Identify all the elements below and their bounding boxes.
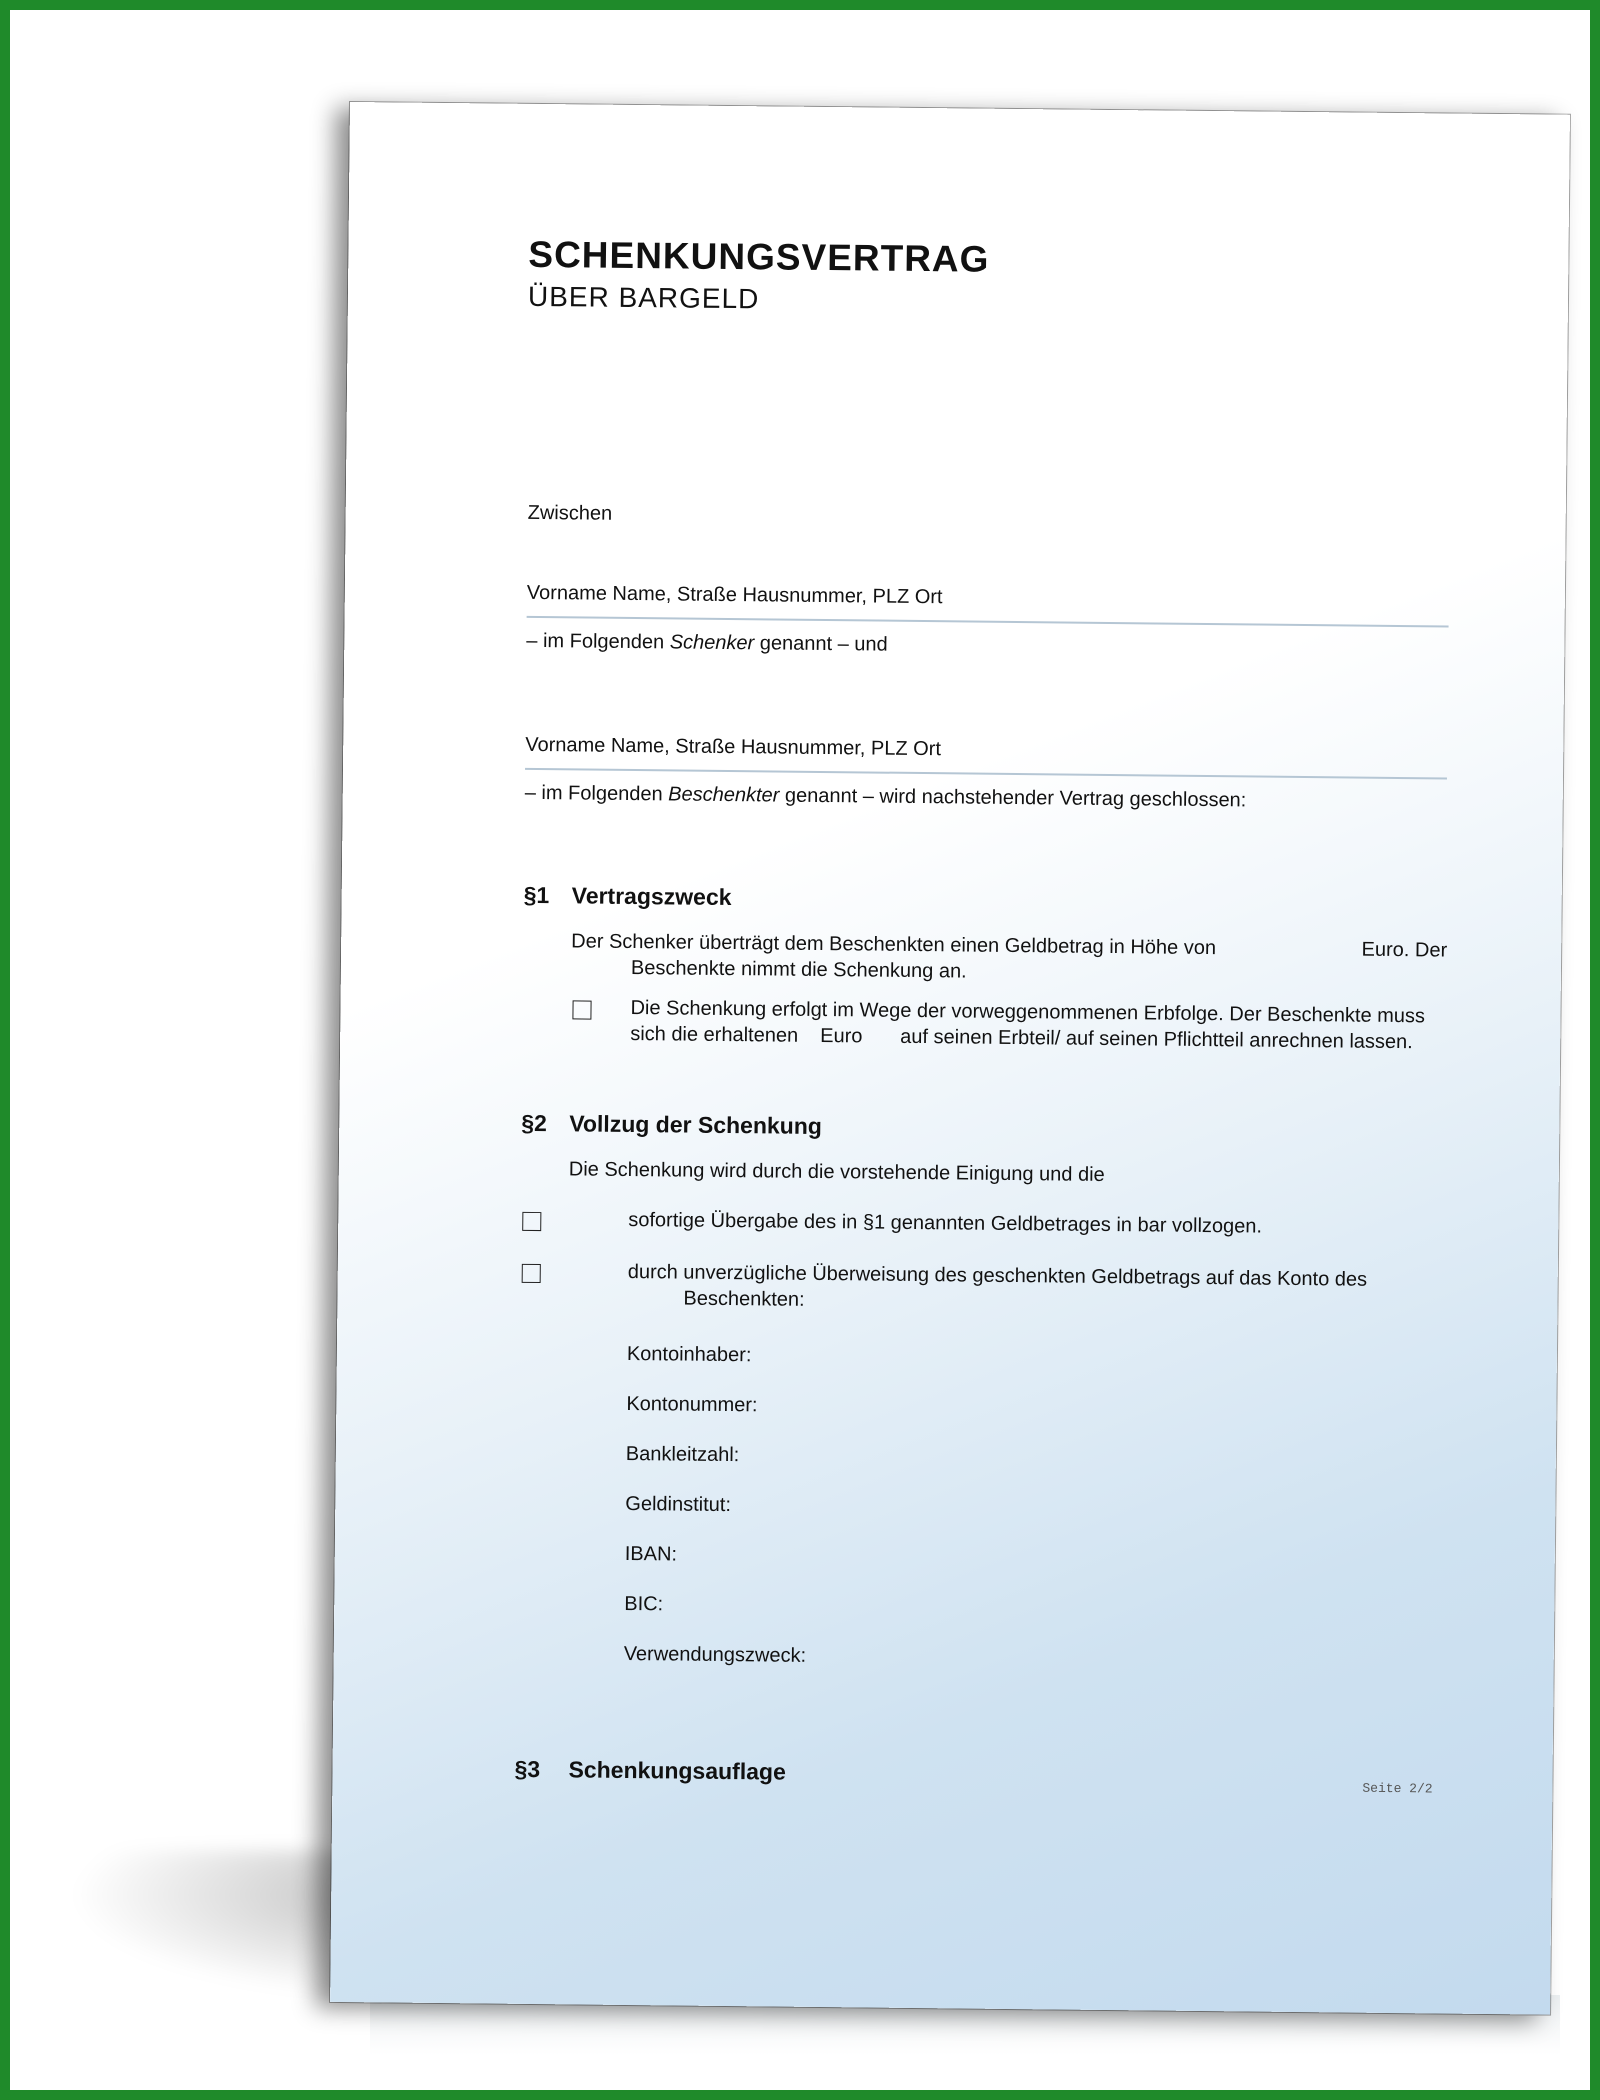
party1-role-name: Schenker — [669, 631, 755, 655]
field-kontoinhaber: Kontoinhaber: — [626, 1342, 752, 1367]
section1-option-line2-c: auf seinen Erbteil/ auf seinen Pflichtteil anrechnen lassen. — [900, 1025, 1413, 1054]
party1-address: Vorname Name, Straße Hausnummer, PLZ Ort — [526, 581, 943, 609]
party1-role-prefix: – im Folgenden — [526, 629, 670, 654]
party1-rule — [527, 616, 1449, 628]
field-verwendungszweck: Verwendungszweck: — [623, 1642, 807, 1667]
section1-amount-text: Der Schenker überträgt dem Beschenkten einen Geldbetrag in Höhe von — [571, 930, 1217, 960]
document-title: SCHENKUNGSVERTRAG — [528, 233, 990, 280]
document-preview — [350, 102, 1570, 2002]
party2-role-suffix: genannt – wird nachstehender Vertrag geschlossen: — [779, 784, 1247, 812]
party2-role — [525, 782, 1247, 813]
page-indicator: Seite 2/2 — [1362, 1780, 1433, 1797]
party1-role-suffix: genannt – und — [754, 632, 888, 656]
section3-number: §3 — [514, 1755, 541, 1783]
intro-text: Zwischen — [527, 501, 613, 525]
field-iban: IBAN: — [624, 1542, 678, 1566]
party2-role-prefix: – im Folgenden — [524, 781, 669, 806]
field-kontonummer: Kontonummer: — [626, 1392, 758, 1417]
section1-paragraph-line2: Beschenkte nimmt die Schenkung an. — [630, 956, 967, 983]
section2-title: Vollzug der Schenkung — [569, 1110, 823, 1139]
section1-option-checkbox[interactable] — [572, 1000, 591, 1019]
party2-role-name: Beschenkter — [668, 783, 780, 807]
section1-number: §1 — [523, 881, 550, 909]
section1-option-line1: Die Schenkung erfolgt im Wege der vorweggenommenen Erbfolge. Der Beschenkte muss — [630, 996, 1426, 1028]
section1-option-line2-a: sich die erhaltenen — [630, 1022, 799, 1047]
section2-option2-line2: Beschenkten: — [683, 1287, 805, 1311]
section3-title: Schenkungsauflage — [568, 1756, 786, 1785]
section2-option2-text: durch unverzügliche Überweisung des geschenkten Geldbetrags auf das Konto des — [627, 1260, 1368, 1291]
document-subtitle: ÜBER BARGELD — [527, 280, 760, 315]
party2-address: Vorname Name, Straße Hausnummer, PLZ Ort — [525, 733, 942, 761]
section2-option1-checkbox[interactable] — [522, 1212, 541, 1231]
field-bic: BIC: — [624, 1592, 664, 1616]
field-bankleitzahl: Bankleitzahl: — [625, 1442, 740, 1467]
section2-number: §2 — [521, 1109, 548, 1137]
party2-rule — [525, 768, 1447, 780]
section2-option1: sofortige Übergabe des in §1 genannten Geldbetrages in bar vollzogen. — [628, 1208, 1263, 1238]
section1-euro-text: Euro. Der — [1361, 938, 1448, 962]
field-geldinstitut: Geldinstitut: — [625, 1492, 732, 1517]
party1-role — [526, 630, 888, 657]
section2-intro: Die Schenkung wird durch die vorstehende Einigung und die — [568, 1158, 1105, 1186]
document-page — [330, 102, 1570, 2015]
section2-option2-checkbox[interactable] — [522, 1264, 541, 1283]
section1-title: Vertragszweck — [571, 882, 732, 911]
section1-option-line2-b: Euro — [820, 1024, 863, 1048]
